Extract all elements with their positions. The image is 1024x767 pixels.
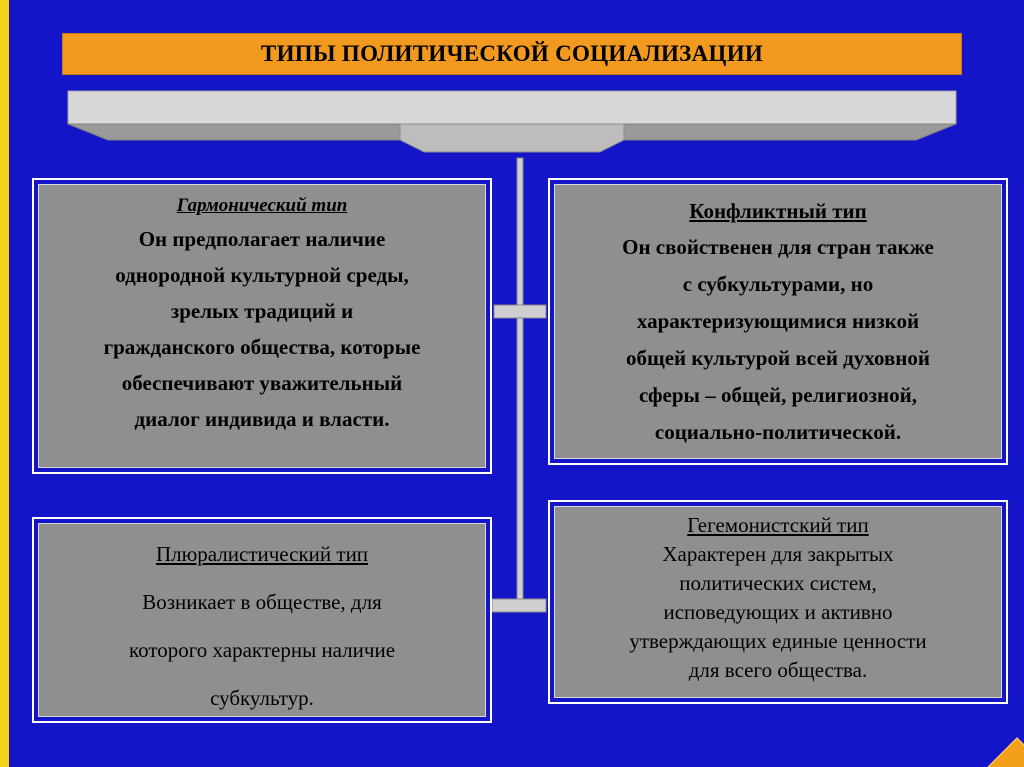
box-conflict-line: социально-политической. — [654, 420, 902, 444]
box-plural-title: Плюралистический тип — [155, 542, 369, 566]
box-hegemon-line: исповедующих и активно — [663, 600, 893, 624]
bracket-center-tab — [400, 124, 624, 152]
box-harmonic-line: обеспечивают уважительный — [121, 371, 403, 395]
box-conflict-type — [554, 184, 1002, 459]
box-hegemonistic-type — [554, 506, 1002, 698]
box-hegemon-line: утверждающих единые ценности — [629, 629, 927, 653]
box-plural-body — [129, 578, 395, 722]
box-harmonic-line: диалог индивида и власти. — [134, 407, 390, 431]
box-plural-line: субкультур. — [210, 686, 314, 710]
box-harmonic-line: зрелых традиций и — [170, 299, 354, 323]
box-harmonic-title: Гармонический тип — [176, 195, 348, 216]
box-hegemon-line: Характерен для закрытых — [662, 542, 894, 566]
box-hegemon-line: политических систем, — [679, 571, 877, 595]
box-conflict-body — [622, 229, 934, 451]
box-harmonic-type — [38, 184, 486, 468]
box-plural-line: Возникает в обществе, для — [142, 590, 382, 614]
box-conflict-line: Он свойственен для стран также — [622, 235, 934, 259]
box-harmonic-line: гражданского общества, которые — [103, 335, 421, 359]
box-conflict-line: общей культурой всей духовной — [625, 346, 931, 370]
page-title: ТИПЫ ПОЛИТИЧЕСКОЙ СОЦИАЛИЗАЦИИ — [260, 41, 764, 66]
connector-stem — [517, 158, 523, 610]
box-pluralistic-type — [38, 523, 486, 717]
box-conflict-title: Конфликтный тип — [689, 199, 867, 223]
box-hegemon-line: для всего общества. — [688, 658, 868, 682]
box-conflict-line: с субкультурами, но — [682, 272, 874, 296]
box-conflict-line: сферы – общей, религиозной, — [638, 383, 918, 407]
box-hegemon-body — [629, 540, 926, 685]
connector-branch-lower — [492, 599, 546, 612]
box-harmonic-line: однородной культурной среды, — [115, 263, 409, 287]
box-harmonic-line: Он предполагает наличие — [138, 227, 386, 251]
box-plural-line: которого характерны наличие — [128, 638, 396, 662]
box-hegemon-title: Гегемонистский тип — [687, 513, 869, 537]
bracket-top-face — [68, 91, 956, 124]
box-conflict-line: характеризующимися низкой — [636, 309, 920, 333]
connector-branch-upper — [494, 305, 546, 318]
box-harmonic-body — [104, 221, 421, 437]
